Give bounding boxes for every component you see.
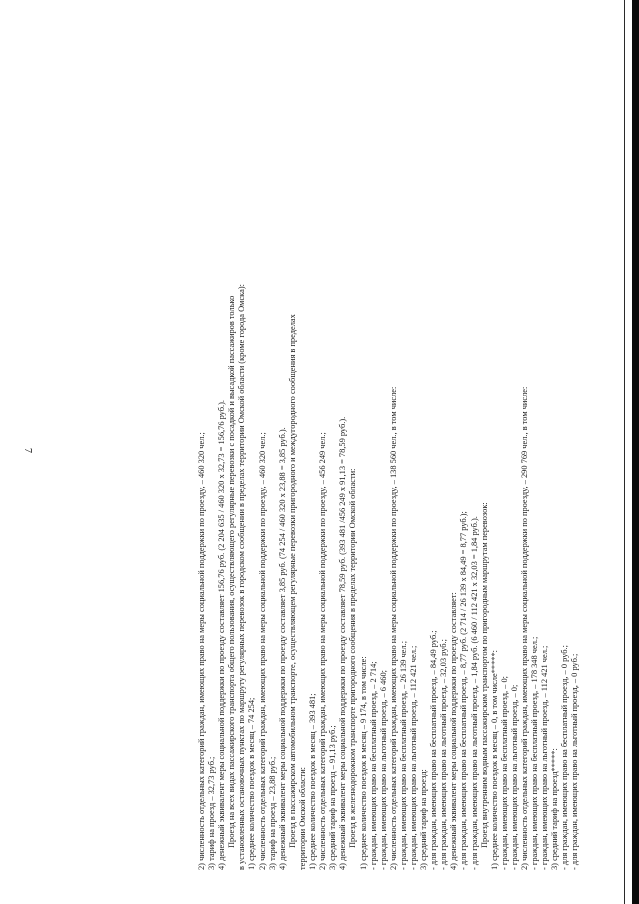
text-line: - граждан, имеющих право на бесплатный проезд, – 0; [499,676,509,870]
text-line: Проезд в пассажирском автомобильном транспорте, осуществляющем регулярные перевозки пригородного и междугородного сообщения в пределах [287,314,297,848]
text-line: 2) численность отдельных категорий граждан, имеющих право на меры социальной поддержки по проезду, – 460 320 чел.; [257,432,267,870]
text-line: 3) средний тариф на проезд*****: [550,748,560,870]
text-line: - граждан, имеющих право на льготный проезд, – 112 421 чел.; [408,645,418,870]
text-line: - для граждан, имеющих право на бесплатный проезд, – 0 руб.; [560,645,570,870]
text-line: 2) численность отдельных категорий граждан, имеющих право на меры социальной поддержки по проезду, – 290 769 чел., в том числе: [520,386,529,870]
text-line: - граждан, имеющих право на бесплатный проезд, – 26 139 чел.; [398,640,408,870]
text-line: 1) среднее количество поездок в месяц – 9 174, в том числе: [358,656,368,870]
text-line: - для граждан, имеющих право на льготный проезд, – 1,84 руб. (6 460 / 112 421 х 32,03 = 1,84 руб.). [469,516,479,870]
text-line: 1) среднее количество поездок в месяц – 74 254; [247,697,257,870]
text-line: Проезд в железнодорожном транспорте пригородного сообщения в пределах территории Омской области: [348,468,358,848]
scan-edge-bar [632,0,639,904]
scan-edge-line [624,0,625,904]
text-line: 4) денежный эквивалент меры социальной поддержки по проезду составляет 3,85 руб. (74 254 / 460 320 х 23,88 = 3,85 руб.). [277,427,287,870]
text-line: 3) тариф на проезд – 23,88 руб.; [267,756,277,870]
text-line: - граждан, имеющих право на льготный проезд, – 0; [509,684,519,870]
page-number: 7 [22,448,33,453]
text-line: 4) денежный эквивалент меры социальной поддержки по проезду составляет: [449,592,459,870]
text-line: 4) денежный эквивалент меры социальной поддержки по проезду составляет 78,59 руб. (393 481 /456 249 х 91,13 = 78,59 руб.). [338,416,348,870]
text-line: 1) среднее количество поездок в месяц – 393 481; [308,693,318,870]
text-line: 3) средний тариф на проезд: [419,769,429,870]
text-line: Проезд на всех видах пассажирского транспорта общего пользования, осуществляющего регулярные перевозки с посадкой и высадкой пассажиров только [227,295,237,848]
text-line: - граждан, имеющих право на бесплатный проезд, – 178 348 чел.; [530,636,540,870]
text-line: Проезд внутренним водным пассажирским транспортом по пригородным маршрутам перевозок: [479,502,489,848]
text-line: 1) среднее количество поездок в месяц – 0, в том числе*****: [489,650,499,870]
text-line: 3) средний тариф на проезд – 91,13 руб.; [328,725,338,870]
text-line: - для граждан, имеющих право на бесплатный проезд, – 84,49 руб.; [429,630,439,870]
text-line: 2) численность отдельных категорий граждан, имеющих право на меры социальной поддержки по проезду, – 460 320 чел.; [197,432,206,870]
text-line: - для граждан, имеющих право на льготный проезд, – 32,03 руб.; [439,639,449,870]
text-line: 4) денежный эквивалент меры социальной поддержки по проезду составляет 156,76 руб. (2 204 635 / 460 320 х 32,73 = 156,76 руб.). [217,400,227,870]
text-line: 2) численность отдельных категорий граждан, имеющих право на меры социальной поддержки по проезду, – 138 560 чел., в том числе: [388,386,398,870]
text-line: - для граждан, имеющих право на бесплатный проезд, – 8,77 руб. (2 714 / 26 139 х 84,49 = 8,77 руб.); [459,511,469,870]
text-line: территории Омской области: [297,766,307,870]
text-line: в установленных остановочных пунктах по маршруту регулярных перевозок в городском сообщении в пределах территории Омской области (кроме города Омска): [237,284,247,870]
text-line: - граждан, имеющих право на льготный проезд, – 6 460; [378,670,388,870]
document-body [197,30,639,870]
text-line: - для граждан, имеющих право на льготный проезд, – 0 руб.; [570,653,580,870]
text-line: - граждан, имеющих право на льготный проезд, – 112 421 чел.; [540,645,550,870]
text-line: 3) тариф на проезд – 32,73 руб.; [207,756,217,870]
text-line: 2) численность отдельных категорий граждан, имеющих право на меры социальной поддержки по проезду, – 456 249 чел.; [318,432,328,870]
text-line: - граждан, имеющих право на бесплатный проезд, – 2 714; [368,661,378,870]
